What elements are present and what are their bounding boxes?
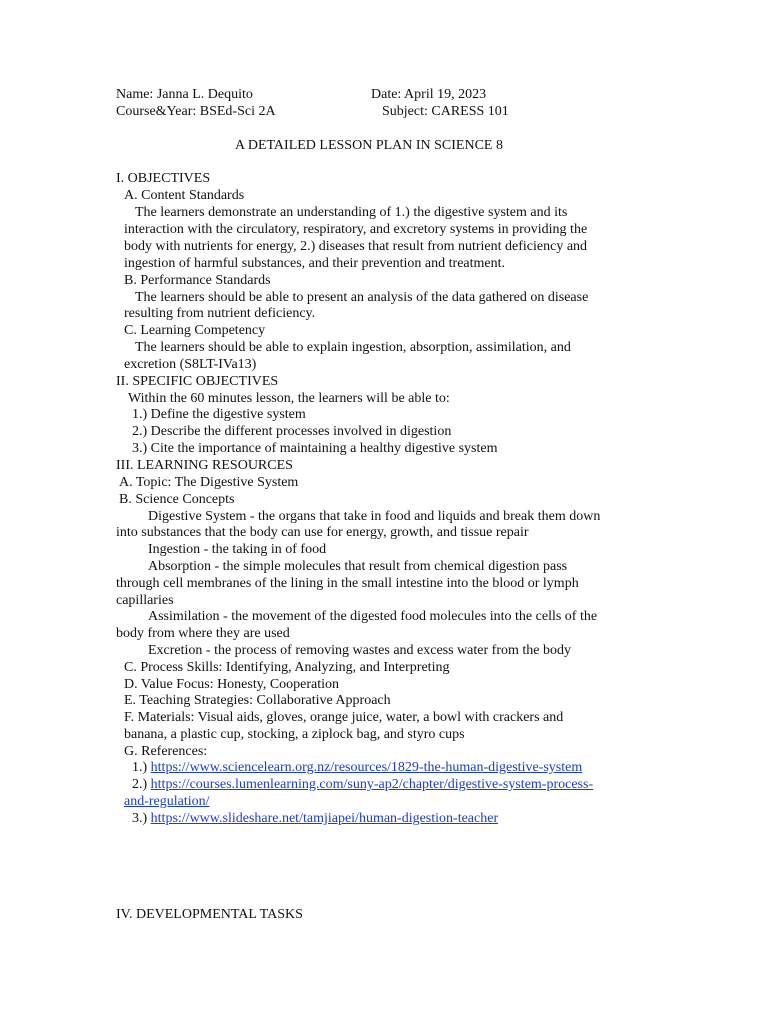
performance-standards-line: resulting from nutrient deficiency. xyxy=(124,306,316,321)
teaching-strategies-line: E. Teaching Strategies: Collaborative Approach xyxy=(124,693,391,708)
performance-standards-heading: B. Performance Standards xyxy=(124,273,271,288)
specific-objectives-intro: Within the 60 minutes lesson, the learners will be able to: xyxy=(128,391,450,406)
reference-item-continuation xyxy=(124,794,210,811)
reference-number: 2.) xyxy=(132,777,148,792)
ingestion-line: Ingestion - the taking in of food xyxy=(148,542,327,557)
subject-field: Subject: CARESS 101 xyxy=(382,104,509,119)
absorption-line: Absorption - the simple molecules that result from chemical digestion pass xyxy=(148,559,568,574)
reference-item xyxy=(132,777,593,794)
course-year-field: Course&Year: BSEd-Sci 2A xyxy=(116,104,276,119)
specific-objective-item: 1.) Define the digestive system xyxy=(132,407,306,422)
reference-link[interactable]: https://www.sciencelearn.org.nz/resources/1829-the-human-digestive-system xyxy=(150,760,583,775)
objectives-heading: I. OBJECTIVES xyxy=(116,171,211,186)
value-focus-line: D. Value Focus: Honesty, Cooperation xyxy=(124,677,340,692)
digestive-system-line: into substances that the body can use for energy, growth, and tissue repair xyxy=(116,525,529,540)
learning-competency-line: The learners should be able to explain ingestion, absorption, assimilation, and xyxy=(135,340,571,355)
reference-item xyxy=(132,811,498,828)
specific-objective-item: 3.) Cite the importance of maintaining a healthy digestive system xyxy=(132,441,498,456)
reference-number: 1.) xyxy=(132,760,148,775)
performance-standards-line: The learners should be able to present an analysis of the data gathered on disease xyxy=(135,290,589,305)
page-title: A DETAILED LESSON PLAN IN SCIENCE 8 xyxy=(235,138,503,153)
reference-link-continuation[interactable]: and-regulation/ xyxy=(124,794,210,809)
specific-objective-item: 2.) Describe the different processes involved in digestion xyxy=(132,424,452,439)
content-standards-line: body with nutrients for energy, 2.) diseases that result from nutrient deficiency and xyxy=(124,239,588,254)
learning-competency-line: excretion (S8LT-IVa13) xyxy=(124,357,257,372)
assimilation-line: body from where they are used xyxy=(116,626,290,641)
reference-item xyxy=(132,760,582,777)
digestive-system-line: Digestive System - the organs that take in food and liquids and break them down xyxy=(148,509,601,524)
reference-link[interactable]: https://www.slideshare.net/tamjiapei/human-digestion-teacher xyxy=(150,811,499,826)
absorption-line: capillaries xyxy=(116,593,174,608)
materials-line: F. Materials: Visual aids, gloves, orange juice, water, a bowl with crackers and xyxy=(124,710,564,725)
materials-line: banana, a plastic cup, stocking, a ziplock bag, and styro cups xyxy=(124,727,465,742)
content-standards-line: ingestion of harmful substances, and their prevention and treatment. xyxy=(124,256,506,271)
date-field: Date: April 19, 2023 xyxy=(371,87,487,102)
learning-resources-heading: III. LEARNING RESOURCES xyxy=(116,458,293,473)
assimilation-line: Assimilation - the movement of the digested food molecules into the cells of the xyxy=(148,609,598,624)
excretion-line: Excretion - the process of removing wastes and excess water from the body xyxy=(148,643,571,658)
learning-competency-heading: C. Learning Competency xyxy=(124,323,266,338)
absorption-line: through cell membranes of the lining in the small intestine into the blood or lymph xyxy=(116,576,579,591)
name-field: Name: Janna L. Dequito xyxy=(116,87,253,102)
content-standards-line: The learners demonstrate an understanding of 1.) the digestive system and its xyxy=(135,205,568,220)
developmental-tasks-heading: IV. DEVELOPMENTAL TASKS xyxy=(116,907,303,922)
specific-objectives-heading: II. SPECIFIC OBJECTIVES xyxy=(116,374,279,389)
process-skills-line: C. Process Skills: Identifying, Analyzing, and Interpreting xyxy=(124,660,450,675)
topic-line: A. Topic: The Digestive System xyxy=(119,475,299,490)
content-standards-heading: A. Content Standards xyxy=(124,188,245,203)
science-concepts-heading: B. Science Concepts xyxy=(119,492,235,507)
references-heading: G. References: xyxy=(124,744,208,759)
content-standards-line: interaction with the circulatory, respiratory, and excretory systems in providing the xyxy=(124,222,588,237)
reference-number: 3.) xyxy=(132,811,148,826)
reference-link[interactable]: https://courses.lumenlearning.com/suny-ap2/chapter/digestive-system-process- xyxy=(150,777,594,792)
